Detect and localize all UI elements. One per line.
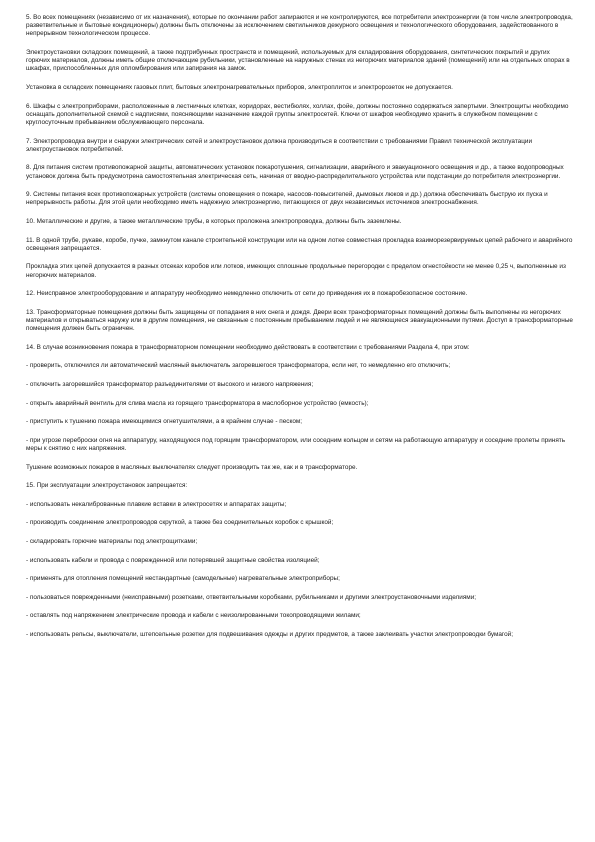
list-item: - при угрозе переброски огня на аппаратуру, находящуюся под горящим трансформатором, или соседним кольцом и сетям на работающую аппаратуру и соседние пролеты принять меры к снятию с них напряжения. (26, 436, 566, 452)
list-item: - оставлять под напряжением электрические провода и кабели с неизолированными токопроводящими жилами; (26, 612, 361, 620)
paragraph: 7. Электропроводка внутри и снаружи электрических сетей и электроустановок должна производиться в соответствии с требованиями Правил технической эксплуатации электроустановок потребителей. (26, 137, 533, 153)
list-item: - отключить загоревшийся трансформатор разъединителями от высокого и низкого напряжения; (26, 380, 314, 388)
paragraph: 9. Системы питания всех противопожарных устройств (системы оповещения о пожаре, насосов-повысителей, дымовых люков и др.) должна обеспечивать быструю их пуска и непрерывность работы. Для этой цели необходимо иметь надежную электроэнергию, питающихся от двух независимых источников электроснабжения. (26, 191, 548, 207)
list-item: - открыть аварийный вентиль для слива масла из горящего трансформатора в маслоборное устройство (емкость); (26, 399, 369, 407)
paragraph: 15. При эксплуатации электроустановок запрещается: (26, 482, 188, 490)
list-item: - производить соединение электропроводов скруткой, а также без соединительных коробок с крышкой; (26, 519, 334, 527)
list-item: - пользоваться поврежденными (неисправными) розетками, ответвительными коробками, рубильниками и другими электроустановочными изделиями; (26, 593, 477, 601)
paragraph: 14. В случае возникновения пожара в трансформаторном помещении необходимо действовать в соответствии с требованиями Раздела 4, при этом: (26, 343, 470, 351)
paragraph: 13. Трансформаторные помещения должны быть защищены от попадания в них снега и дождя. Двери всех трансформаторных помещений должны быть выполнены из негорючих материалов и открываться наружу или в другие помещения, не связанные с постоянным пребыванием людей и не являющиеся эвакуационными путями. Доступ в трансформаторные помещения должен быть ограничен. (26, 308, 573, 333)
paragraph: 8. Для питания систем противопожарной защиты, автоматических установок пожаротушения, сигнализации, аварийного и эвакуационного освещения и др., а также водопроводных установок должна быть предусмотрена самостоятельная электрическая сеть, начиная от вводно-распределительного устройства или подстанции до потребителя электроэнергии. (26, 164, 564, 180)
paragraph: Тушение возможных пожаров в масляных выключателях следует производить так же, как и в трансформаторе. (26, 463, 358, 471)
list-item: - использовать рельсы, выключатели, штепсельные розетки для подвешивания одежды и других предметов, а также заклеивать участки электропроводки бумагой; (26, 630, 514, 638)
list-item: - применять для отопления помещений нестандартные (самодельные) нагревательные электроприборы; (26, 575, 340, 583)
list-item: - использовать кабели и провода с поврежденной или потерявшей защитные свойства изоляцией; (26, 556, 320, 564)
paragraph: 5. Во всех помещениях (независимо от их назначения), которые по окончании работ запираются и не контролируются, все потребители электроэнергии (в том числе электропроводка, разветвительные и бытовые кондиционеры) должны быть отключены за исключением светильников дежурного освещения и технологического оборудования, задействованного в непрерывном технологическом процессе. (26, 14, 573, 38)
paragraph: Прокладка этих цепей допускается в разных отсеках коробов или лотков, имеющих сплошные продольные перегородки с пределом огнестойкости не менее 0,25 ч, выполненные из негорючих материалов. (26, 263, 566, 279)
paragraph: Установка в складских помещениях газовых плит, бытовых электронагревательных приборов, электроплиток и электророзеток не допускается. (26, 84, 453, 91)
list-item: - приступить к тушению пожара имеющимися огнетушителями, а в крайнем случае - песком; (26, 418, 303, 426)
paragraph: Электроустановки складских помещений, а также подтрибунных пространств и помещений, используемых для складирования оборудования, синтетических покрытий и других горючих материалов, должны иметь общие отключающие рубильники, установленные на наружных стенах из негорючих материалов зданий (помещений) или на отдельных опорах в шкафах, приспособленных для опломбирования или запирания на замок. (26, 49, 570, 73)
paragraph: 11. В одной трубе, рукаве, коробе, пучке, замкнутом канале строительной конструкции или на одном лотке совместная прокладка взаиморезервируемых цепей рабочего и аварийного освещения запрещается. (26, 236, 573, 252)
list-item: - проверить, отключился ли автоматический масляный выключатель загоревшегося трансформатора, если нет, то немедленно его отключить; (26, 362, 451, 370)
paragraph: 10. Металлические и другие, а также металлические трубы, в которых проложена электропроводка, должны быть заземлены. (26, 217, 402, 225)
list-item: - складировать горючие материалы под электрощитками; (26, 537, 198, 545)
list-item: - использовать некалиброванные плавкие вставки в электросетях и аппаратах защиты; (26, 500, 287, 508)
paragraph: 12. Неисправное электрооборудование и аппаратуру необходимо немедленно отключить от сети до приведения их в пожаробезопасное состояние. (26, 290, 468, 298)
paragraph: 6. Шкафы с электроприборами, расположенные в лестничных клетках, коридорах, вестибюлях, холлах, фойе, должны постоянно содержаться запертыми. Электрощиты необходимо оснащать дополнительной схемой с надписями, поясняющими назначение каждой группы электросетей. Ключи от шкафов необходимо хранить в служебном помещении с круглосуточным пребыванием обслуживающего персонала. (26, 102, 569, 126)
